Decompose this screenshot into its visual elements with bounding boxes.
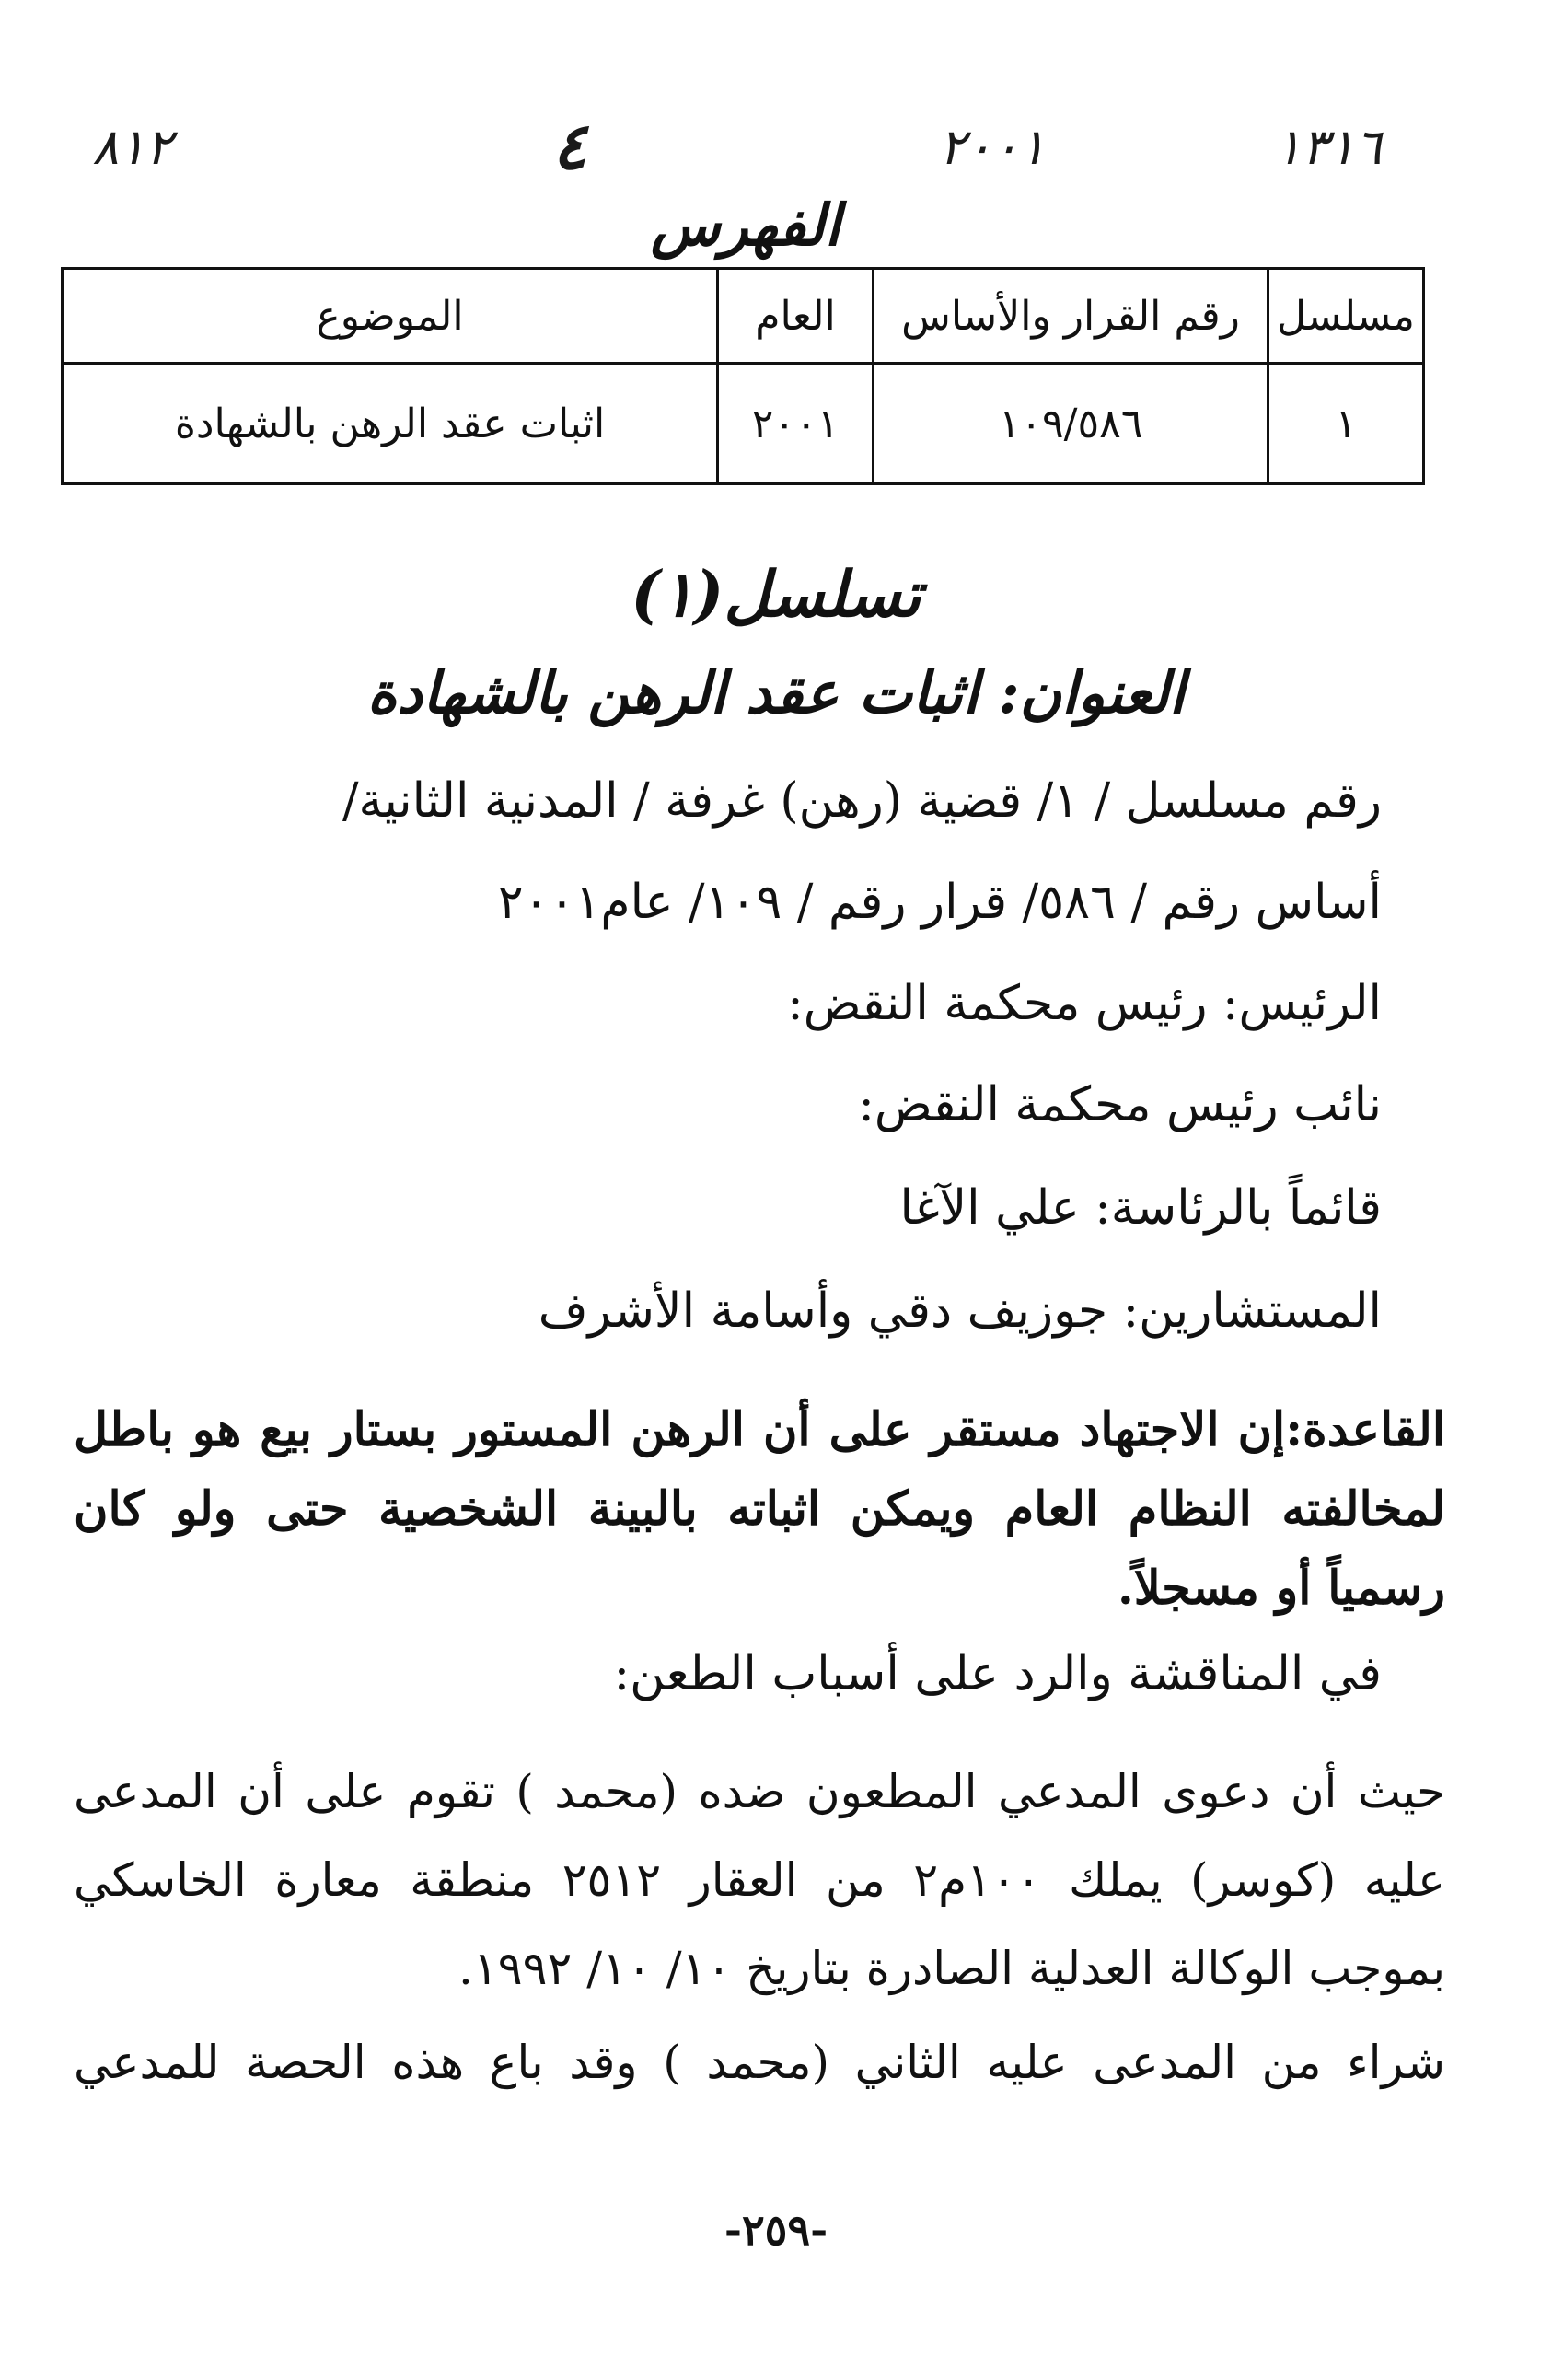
case-heading: تسلسل(١) — [631, 558, 921, 632]
president-line: الرئيس: رئيس محكمة النقض: — [787, 976, 1382, 1031]
body-paragraph: حيث أن دعوى المدعي المطعون ضده (محمد ) تقوم على أن المدعى عليه (كوسر) يملك ١٠٠م٢ من العقار ٢٥١٢ منطقة معارة الخاسكي بموجب الوكالة العدلية الصادرة بتاريخ ١٠/ ١٠/ ١٩٩٢. — [74, 1765, 1446, 1995]
cell-decision: ١٠٩/٥٨٦ — [874, 364, 1268, 484]
table-row — [63, 364, 1424, 484]
header-subject: الموضوع — [63, 269, 718, 364]
header-decision: رقم القرار والأساس — [874, 269, 1268, 364]
serial-line: رقم مسلسل / ١/ قضية (رهن) غرفة / المدنية الثانية/ — [342, 773, 1382, 829]
page-number: -٢٥٩- — [724, 2205, 828, 2255]
handwritten-mark: ٨١٢ — [92, 118, 173, 176]
cell-year: ٢٠٠١ — [718, 364, 874, 484]
acting-president-line: قائماً بالرئاسة: علي الآغا — [899, 1180, 1382, 1236]
legal-rule: القاعدة:إن الاجتهاد مستقر على أن الرهن المستور بستار بيع هو باطل لمخالفته النظام العام ويمكن اثباته بالبينة الشخصية حتى ولو كان رسمياً أو مسجلاً. — [74, 1402, 1445, 1616]
index-header-row — [63, 269, 1424, 364]
header-serial: مسلسل — [1268, 269, 1424, 364]
discussion-heading: في المناقشة والرد على أسباب الطعن: — [613, 1646, 1382, 1701]
vice-president-line: نائب رئيس محكمة النقض: — [858, 1077, 1382, 1132]
cell-serial: ١ — [1268, 364, 1424, 484]
advisors-line: المستشارين: جوزيف دقي وأسامة الأشرف — [538, 1283, 1382, 1339]
body-paragraph: شراء من المدعى عليه الثاني (محمد ) وقد باع هذه الحصة للمدعي — [74, 2036, 1445, 2089]
case-title: العنوان: اثبات عقد الرهن بالشهادة — [366, 659, 1186, 726]
header-year: العام — [718, 269, 874, 364]
handwritten-mark: ٢٠٠١ — [939, 118, 1047, 176]
handwritten-mark: ٤ — [552, 109, 587, 184]
basis-line: أساس رقم / ٥٨٦/ قرار رقم / ١٠٩/ عام٢٠٠١ — [497, 875, 1382, 930]
index-title: الفهرس — [651, 192, 840, 259]
index-table — [61, 267, 1425, 485]
cell-subject: اثبات عقد الرهن بالشهادة — [63, 364, 718, 484]
handwritten-mark: ١٣١٦ — [1275, 118, 1383, 176]
